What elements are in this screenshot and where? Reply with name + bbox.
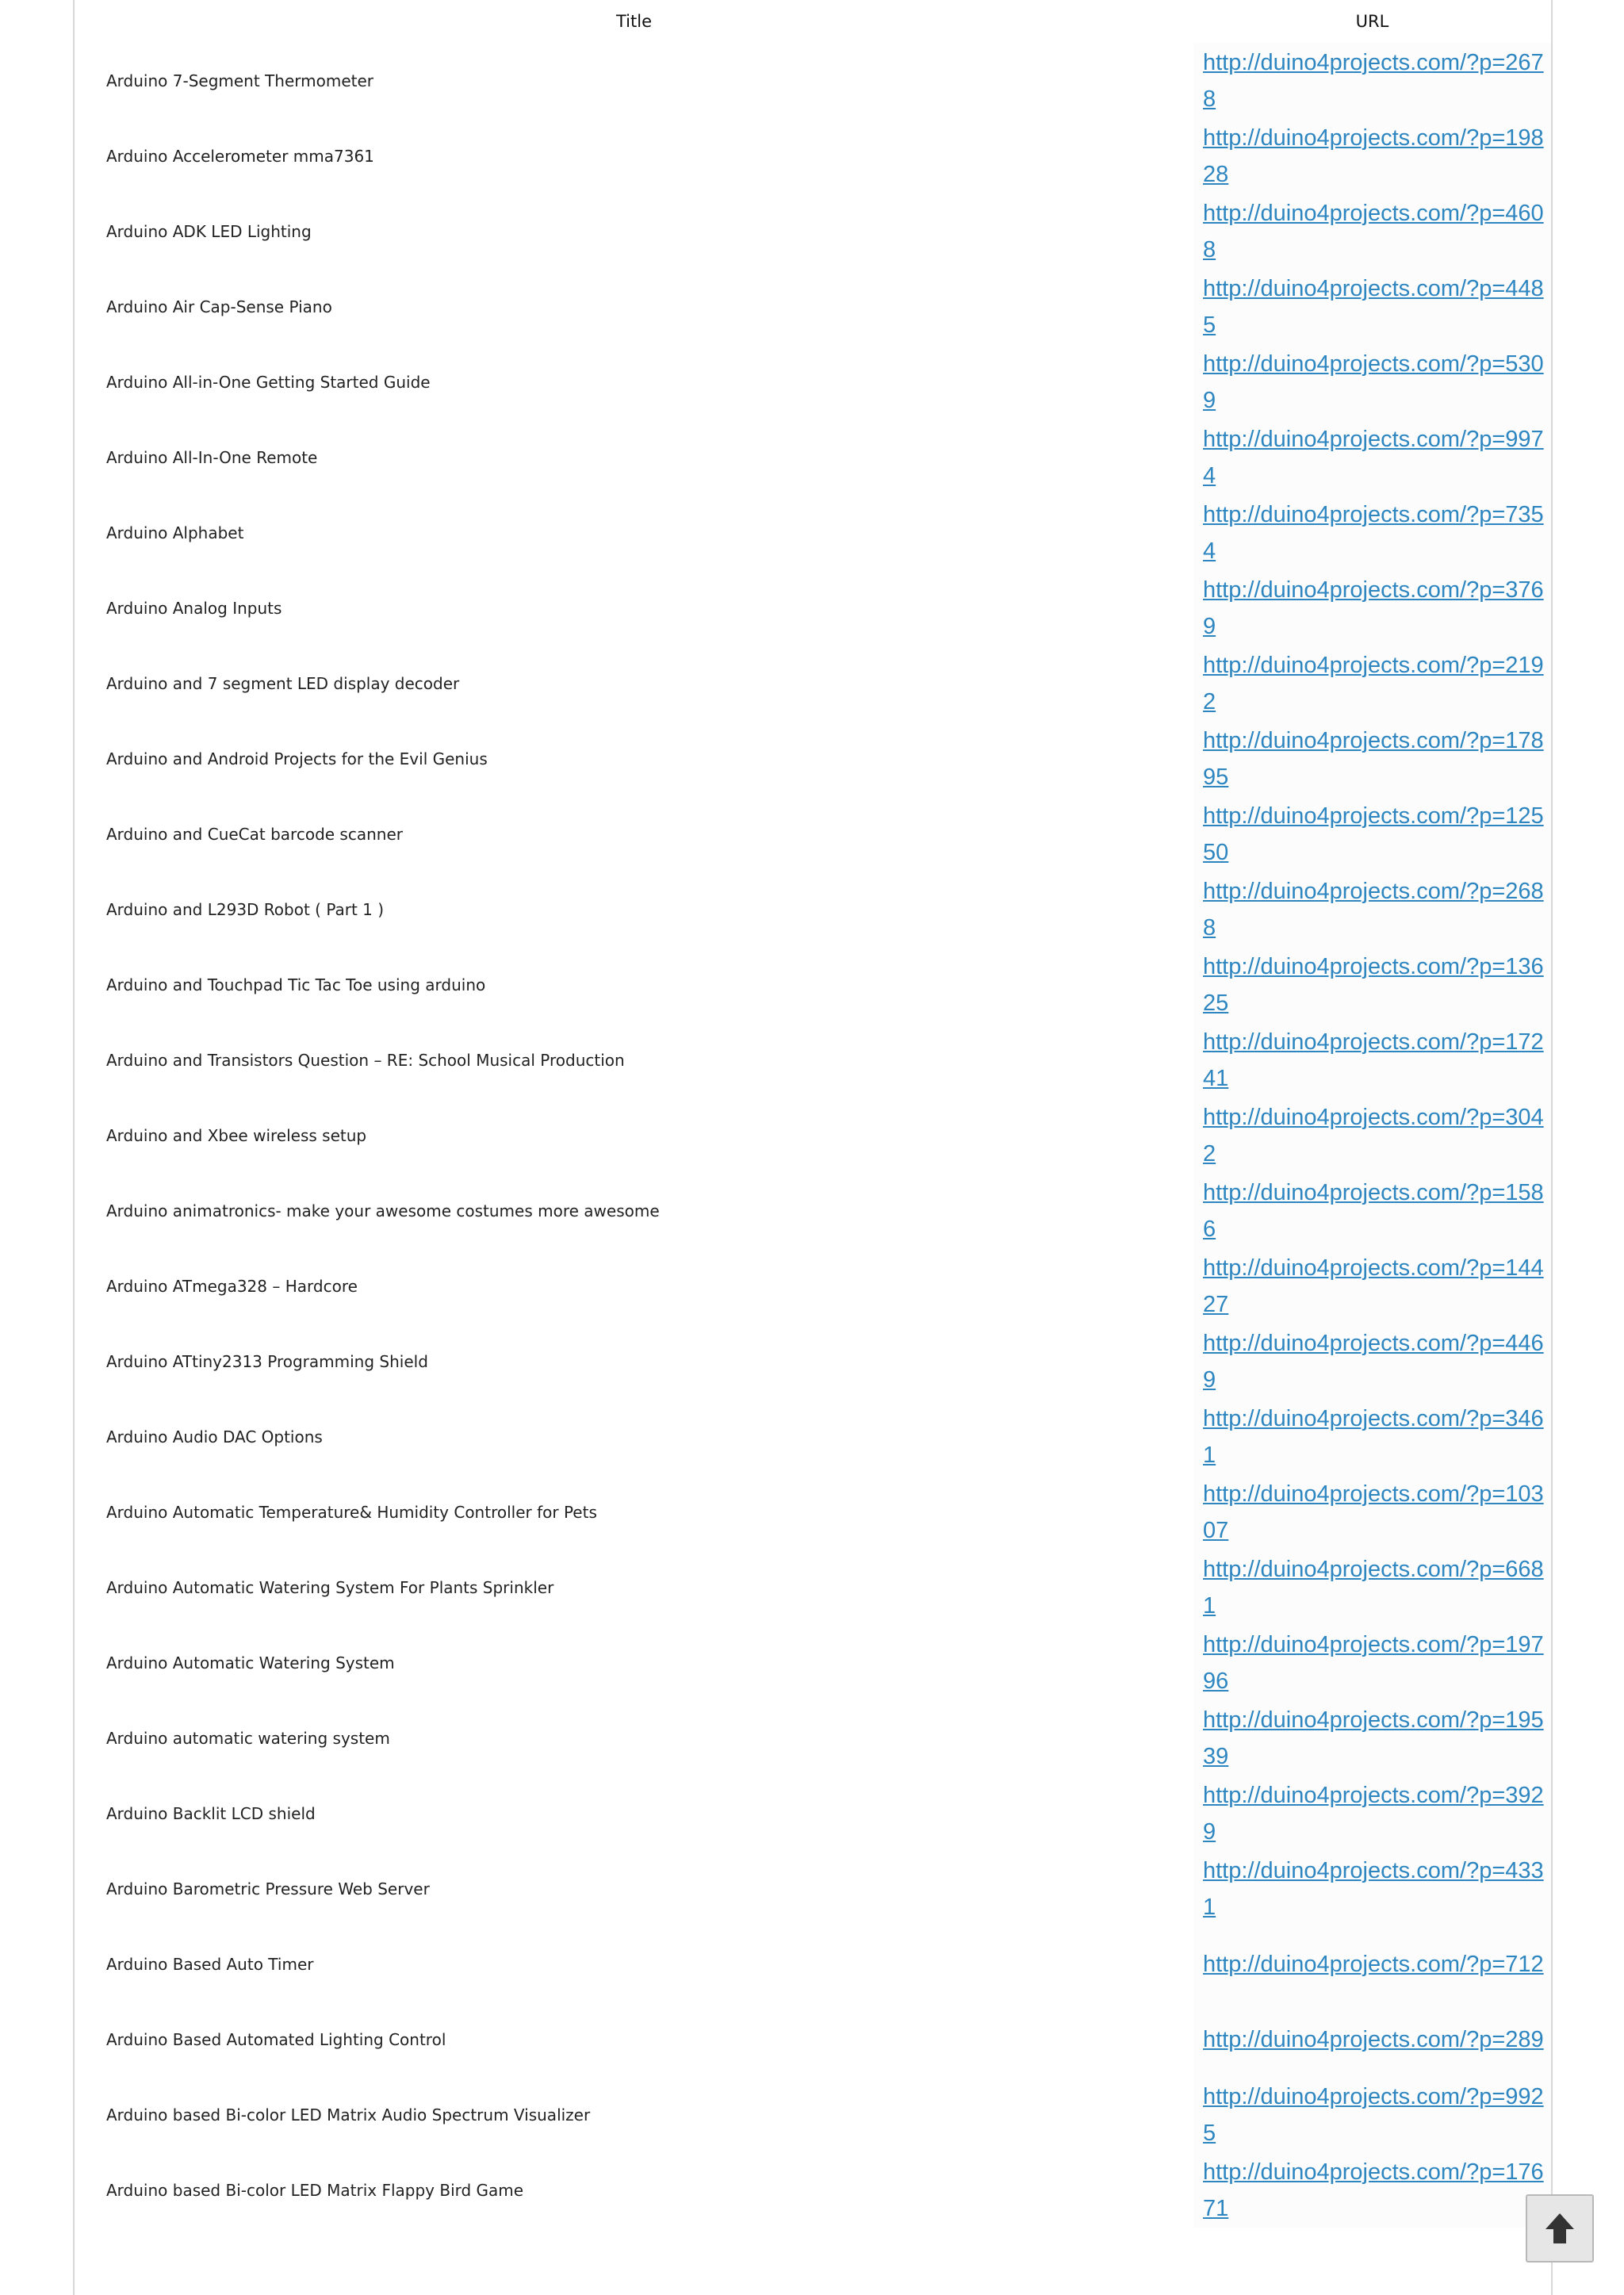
project-title: Arduino Automatic Temperature& Humidity Controller for Pets — [106, 1502, 597, 1522]
project-url-link[interactable]: http://duino4projects.com/?p=3929 — [1203, 1782, 1544, 1845]
project-url-link[interactable]: http://duino4projects.com/?p=4331 — [1203, 1857, 1544, 1920]
table-row — [75, 1776, 1551, 1851]
project-title: Arduino Accelerometer mma7361 — [106, 146, 374, 166]
project-title: Arduino ADK LED Lighting — [106, 221, 312, 241]
project-url-link[interactable]: http://duino4projects.com/?p=6681 — [1203, 1556, 1544, 1619]
table-row — [75, 269, 1551, 344]
content-frame — [73, 0, 1553, 2295]
project-title: Arduino Barometric Pressure Web Server — [106, 1879, 430, 1898]
project-title: Arduino Alphabet — [106, 523, 244, 542]
table-row — [75, 193, 1551, 269]
table-row — [75, 1098, 1551, 1173]
table-row — [75, 872, 1551, 947]
project-url-link[interactable]: http://duino4projects.com/?p=17895 — [1203, 727, 1544, 790]
project-url-cell — [1193, 1700, 1551, 1776]
project-title: Arduino Backlit LCD shield — [106, 1803, 316, 1823]
project-url-cell — [1193, 1851, 1551, 1926]
project-url-link[interactable]: http://duino4projects.com/?p=4469 — [1203, 1330, 1544, 1393]
table-row — [75, 1173, 1551, 1248]
project-title: Arduino All-In-One Remote — [106, 447, 318, 467]
project-title: Arduino based Bi-color LED Matrix Audio Spectrum Visualizer — [106, 2105, 591, 2125]
projects-table — [75, 0, 1551, 2228]
project-url-link[interactable]: http://duino4projects.com/?p=12550 — [1203, 803, 1544, 865]
project-url-cell — [1193, 947, 1551, 1022]
project-url-cell — [1193, 1776, 1551, 1851]
project-title: Arduino Based Auto Timer — [106, 1954, 314, 1974]
project-url-cell — [1193, 796, 1551, 872]
project-url-link[interactable]: http://duino4projects.com/?p=3769 — [1203, 577, 1544, 639]
project-url-link[interactable]: http://duino4projects.com/?p=19539 — [1203, 1707, 1544, 1769]
project-url-cell — [1193, 43, 1551, 118]
project-url-link[interactable]: http://duino4projects.com/?p=14427 — [1203, 1255, 1544, 1317]
project-url-cell — [1193, 269, 1551, 344]
project-url-cell — [1193, 2077, 1551, 2152]
project-title: Arduino ATmega328 – Hardcore — [106, 1276, 358, 1296]
project-url-link[interactable]: http://duino4projects.com/?p=9974 — [1203, 426, 1544, 489]
project-url-link[interactable]: http://duino4projects.com/?p=712 — [1203, 1951, 1544, 1977]
table-row — [75, 796, 1551, 872]
project-title: Arduino Automatic Watering System For Plants Sprinkler — [106, 1577, 554, 1597]
table-row — [75, 1324, 1551, 1399]
project-title: Arduino and 7 segment LED display decoder — [106, 673, 460, 693]
project-url-cell — [1193, 2002, 1551, 2077]
project-url-cell — [1193, 1926, 1551, 2002]
project-url-link[interactable]: http://duino4projects.com/?p=9925 — [1203, 2083, 1544, 2146]
url-column-header: URL — [1355, 12, 1389, 31]
project-url-link[interactable]: http://duino4projects.com/?p=7354 — [1203, 501, 1544, 564]
table-row — [75, 118, 1551, 193]
project-url-link[interactable]: http://duino4projects.com/?p=17241 — [1203, 1029, 1544, 1091]
project-url-link[interactable]: http://duino4projects.com/?p=17671 — [1203, 2159, 1544, 2221]
project-url-cell — [1193, 1399, 1551, 1474]
project-url-cell — [1193, 1474, 1551, 1550]
project-url-cell — [1193, 2152, 1551, 2228]
project-url-cell — [1193, 1022, 1551, 1098]
project-title: Arduino and CueCat barcode scanner — [106, 824, 403, 844]
table-row — [75, 947, 1551, 1022]
project-url-link[interactable]: http://duino4projects.com/?p=4608 — [1203, 200, 1544, 262]
project-title: Arduino and Transistors Question – RE: School Musical Production — [106, 1050, 625, 1070]
project-url-cell — [1193, 1625, 1551, 1700]
title-column-header: Title — [615, 12, 652, 31]
project-url-link[interactable]: http://duino4projects.com/?p=3461 — [1203, 1405, 1544, 1468]
table-row — [75, 1851, 1551, 1926]
table-row — [75, 2002, 1551, 2077]
project-title: Arduino automatic watering system — [106, 1728, 390, 1748]
table-row — [75, 1474, 1551, 1550]
project-url-cell — [1193, 646, 1551, 721]
project-url-cell — [1193, 495, 1551, 570]
project-url-cell — [1193, 1173, 1551, 1248]
table-row — [75, 2077, 1551, 2152]
project-title: Arduino based Bi-color LED Matrix Flappy Bird Game — [106, 2180, 524, 2200]
project-url-cell — [1193, 872, 1551, 947]
project-url-cell — [1193, 193, 1551, 269]
project-url-cell — [1193, 1248, 1551, 1324]
table-row — [75, 1399, 1551, 1474]
table-row — [75, 1700, 1551, 1776]
table-header-row — [75, 0, 1551, 43]
project-url-link[interactable]: http://duino4projects.com/?p=10307 — [1203, 1481, 1544, 1543]
project-url-link[interactable]: http://duino4projects.com/?p=13625 — [1203, 953, 1544, 1016]
project-title: Arduino and Android Projects for the Evil Genius — [106, 749, 488, 768]
table-row — [75, 1022, 1551, 1098]
project-title: Arduino Analog Inputs — [106, 598, 282, 618]
project-url-cell — [1193, 721, 1551, 796]
table-row — [75, 1248, 1551, 1324]
table-row — [75, 1926, 1551, 2002]
project-title: Arduino All-in-One Getting Started Guide — [106, 372, 431, 392]
project-url-cell — [1193, 344, 1551, 420]
table-row — [75, 344, 1551, 420]
project-url-link[interactable]: http://duino4projects.com/?p=5309 — [1203, 351, 1544, 413]
project-url-cell — [1193, 118, 1551, 193]
project-url-cell — [1193, 420, 1551, 495]
project-title: Arduino animatronics- make your awesome costumes more awesome — [106, 1201, 660, 1220]
table-row — [75, 721, 1551, 796]
project-url-cell — [1193, 570, 1551, 646]
project-url-link[interactable]: http://duino4projects.com/?p=19796 — [1203, 1631, 1544, 1694]
project-title: Arduino and Xbee wireless setup — [106, 1125, 367, 1145]
project-title: Arduino ATtiny2313 Programming Shield — [106, 1351, 428, 1371]
table-row — [75, 2152, 1551, 2228]
table-row — [75, 646, 1551, 721]
project-url-link[interactable]: http://duino4projects.com/?p=289 — [1203, 2026, 1544, 2052]
project-title: Arduino Based Automated Lighting Control — [106, 2029, 446, 2049]
table-row — [75, 495, 1551, 570]
project-url-link[interactable]: http://duino4projects.com/?p=3042 — [1203, 1104, 1544, 1167]
project-url-link[interactable]: http://duino4projects.com/?p=2192 — [1203, 652, 1544, 715]
project-title: Arduino Automatic Watering System — [106, 1653, 395, 1672]
project-title: Arduino and Touchpad Tic Tac Toe using arduino — [106, 975, 486, 994]
project-url-link[interactable]: http://duino4projects.com/?p=2678 — [1203, 49, 1544, 112]
table-row — [75, 43, 1551, 118]
project-url-link[interactable]: http://duino4projects.com/?p=4485 — [1203, 275, 1544, 338]
table-row — [75, 1550, 1551, 1625]
project-url-link[interactable]: http://duino4projects.com/?p=2688 — [1203, 878, 1544, 941]
table-body — [75, 43, 1551, 2228]
project-title: Arduino Air Cap-Sense Piano — [106, 297, 332, 316]
table-row — [75, 570, 1551, 646]
arrow-up-icon — [1544, 2212, 1576, 2245]
project-url-cell — [1193, 1324, 1551, 1399]
table-row — [75, 1625, 1551, 1700]
project-title: Arduino 7-Segment Thermometer — [106, 71, 373, 90]
scroll-to-top-button[interactable] — [1526, 2194, 1594, 2262]
project-url-cell — [1193, 1550, 1551, 1625]
table-row — [75, 420, 1551, 495]
project-url-link[interactable]: http://duino4projects.com/?p=1586 — [1203, 1179, 1544, 1242]
project-url-cell — [1193, 1098, 1551, 1173]
project-title: Arduino Audio DAC Options — [106, 1427, 323, 1446]
project-url-link[interactable]: http://duino4projects.com/?p=19828 — [1203, 125, 1544, 187]
project-title: Arduino and L293D Robot ( Part 1 ) — [106, 899, 385, 919]
